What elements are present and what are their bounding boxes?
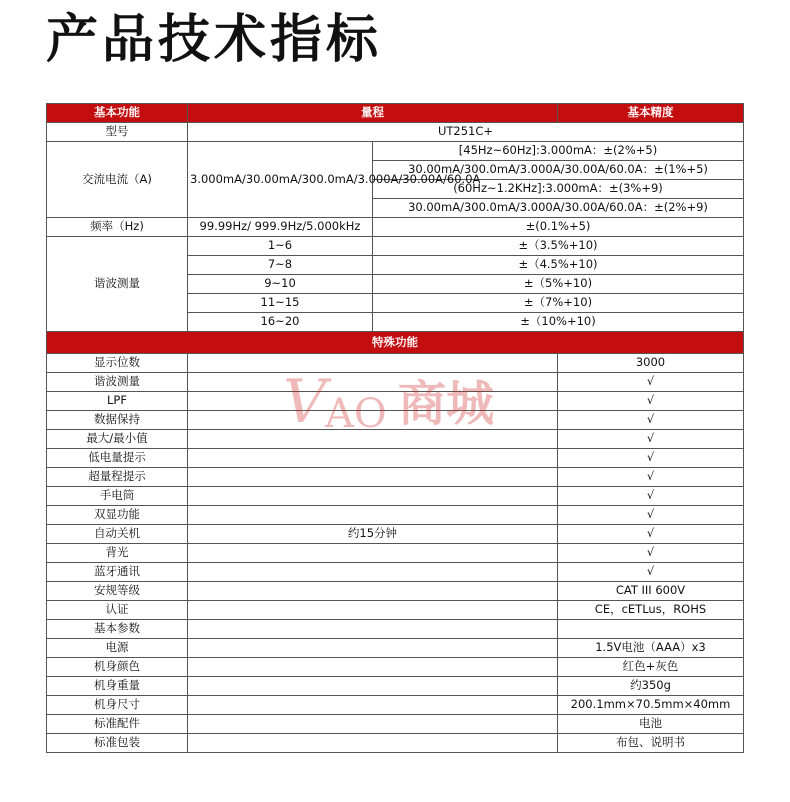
row-label: 背光: [47, 544, 188, 563]
harmonic-range: 11~15: [188, 294, 373, 313]
row-label: LPF: [47, 392, 188, 411]
row-label: 机身尺寸: [47, 696, 188, 715]
row-label: 手电筒: [47, 487, 188, 506]
row-label: 双显功能: [47, 506, 188, 525]
row-label: 数据保持: [47, 411, 188, 430]
row-label: 谐波测量: [47, 373, 188, 392]
row-value: √: [558, 506, 744, 525]
ac-accuracy-4: 30.00mA/300.0mA/3.000A/30.00A/60.0A：±(2%+9): [373, 199, 744, 218]
watermark-letters: AO: [325, 391, 387, 437]
row-label: 安规等级: [47, 582, 188, 601]
row-label: 蓝牙通讯: [47, 563, 188, 582]
ac-accuracy-1: [45Hz~60Hz]:3.000mA：±(2%+5): [373, 142, 744, 161]
table-row: [47, 677, 744, 696]
row-label: 自动关机: [47, 525, 188, 544]
row-value: 3000: [558, 354, 744, 373]
row-mid-value: [188, 487, 558, 506]
table-row: [47, 373, 744, 392]
table-row: [47, 449, 744, 468]
table-row: [47, 123, 744, 142]
row-value: √: [558, 430, 744, 449]
frequency-accuracy: ±(0.1%+5): [373, 218, 744, 237]
row-value: √: [558, 544, 744, 563]
ac-current-range: 3.000mA/30.00mA/300.0mA/3.000A/30.00A/60.0A: [188, 142, 373, 218]
row-mid-value: [188, 658, 558, 677]
table-row: [47, 468, 744, 487]
row-label: 频率（Hz): [47, 218, 188, 237]
harmonic-accuracy: ±（3.5%+10): [373, 237, 744, 256]
ac-accuracy-2: 30.00mA/300.0mA/3.000A/30.00A/60.0A：±(1%+5): [373, 161, 744, 180]
harmonic-accuracy: ±（7%+10): [373, 294, 744, 313]
table-header-row: [47, 104, 744, 123]
row-mid-value: [188, 468, 558, 487]
row-label: 交流电流（A): [47, 142, 188, 218]
row-mid-value: [188, 449, 558, 468]
row-value: CE，cETLus，ROHS: [558, 601, 744, 620]
table-row: [47, 487, 744, 506]
table-row: [47, 544, 744, 563]
row-value: 200.1mm×70.5mm×40mm: [558, 696, 744, 715]
row-value: 1.5V电池（AAA）x3: [558, 639, 744, 658]
harmonic-range: 1~6: [188, 237, 373, 256]
row-value: √: [558, 563, 744, 582]
row-label: 谐波测量: [47, 237, 188, 332]
row-mid-value: [188, 430, 558, 449]
frequency-range: 99.99Hz/ 999.9Hz/5.000kHz: [188, 218, 373, 237]
row-label: 机身重量: [47, 677, 188, 696]
watermark-letter: V: [283, 367, 327, 437]
row-value: √: [558, 468, 744, 487]
row-value: 红色+灰色: [558, 658, 744, 677]
row-mid-value: [188, 411, 558, 430]
section-special-functions: 特殊功能: [47, 332, 744, 354]
row-mid-value: 约15分钟: [188, 525, 558, 544]
row-mid-value: [188, 582, 558, 601]
table-row: [47, 237, 744, 256]
table-row: [47, 696, 744, 715]
harmonic-accuracy: ±（5%+10): [373, 275, 744, 294]
section-header-row: [47, 332, 744, 354]
special-functions-body: [47, 354, 744, 753]
row-value: CAT III 600V: [558, 582, 744, 601]
table-row: [47, 639, 744, 658]
table-row: [47, 411, 744, 430]
watermark-text: 商城: [398, 376, 495, 432]
row-mid-value: [188, 354, 558, 373]
row-mid-value: [188, 601, 558, 620]
row-label: 认证: [47, 601, 188, 620]
row-label: 机身颜色: [47, 658, 188, 677]
row-mid-value: [188, 563, 558, 582]
row-mid-value: [188, 715, 558, 734]
table-row: [47, 525, 744, 544]
row-label: 基本参数: [47, 620, 188, 639]
harmonic-range: 16~20: [188, 313, 373, 332]
page-title: 产品技术指标: [46, 10, 383, 70]
table-row: [47, 142, 744, 161]
row-mid-value: [188, 392, 558, 411]
ac-accuracy-3: (60Hz~1.2KHz]:3.000mA：±(3%+9): [373, 180, 744, 199]
row-label: 电源: [47, 639, 188, 658]
table-row: [47, 354, 744, 373]
row-label: 显示位数: [47, 354, 188, 373]
table-row: [47, 430, 744, 449]
table-row: [47, 582, 744, 601]
row-mid-value: [188, 677, 558, 696]
row-mid-value: [188, 696, 558, 715]
row-label: 超量程提示: [47, 468, 188, 487]
row-value: 布包、说明书: [558, 734, 744, 753]
table-row: [47, 218, 744, 237]
row-label: 型号: [47, 123, 188, 142]
row-label: 标准包装: [47, 734, 188, 753]
row-value: 约350g: [558, 677, 744, 696]
row-value: 电池: [558, 715, 744, 734]
table-row: [47, 506, 744, 525]
row-mid-value: [188, 544, 558, 563]
row-mid-value: [188, 373, 558, 392]
table-row: [47, 734, 744, 753]
row-label: 低电量提示: [47, 449, 188, 468]
header-basic-function: 基本功能: [47, 104, 188, 123]
harmonic-range: 9~10: [188, 275, 373, 294]
row-mid-value: [188, 506, 558, 525]
spec-table: [46, 103, 744, 753]
row-value: [558, 620, 744, 639]
header-accuracy: 基本精度: [558, 104, 744, 123]
table-row: [47, 620, 744, 639]
table-row: [47, 392, 744, 411]
table-row: [47, 715, 744, 734]
row-mid-value: [188, 734, 558, 753]
row-value: √: [558, 373, 744, 392]
table-row: [47, 601, 744, 620]
row-value: √: [558, 392, 744, 411]
row-value: √: [558, 411, 744, 430]
row-label: 标准配件: [47, 715, 188, 734]
model-value: UT251C+: [188, 123, 744, 142]
header-range: 量程: [188, 104, 558, 123]
row-mid-value: [188, 620, 558, 639]
row-label: 最大/最小值: [47, 430, 188, 449]
harmonic-accuracy: ±（10%+10): [373, 313, 744, 332]
table-row: [47, 563, 744, 582]
row-value: √: [558, 525, 744, 544]
harmonic-range: 7~8: [188, 256, 373, 275]
table-row: [47, 658, 744, 677]
harmonic-accuracy: ±（4.5%+10): [373, 256, 744, 275]
row-mid-value: [188, 639, 558, 658]
row-value: √: [558, 487, 744, 506]
row-value: √: [558, 449, 744, 468]
